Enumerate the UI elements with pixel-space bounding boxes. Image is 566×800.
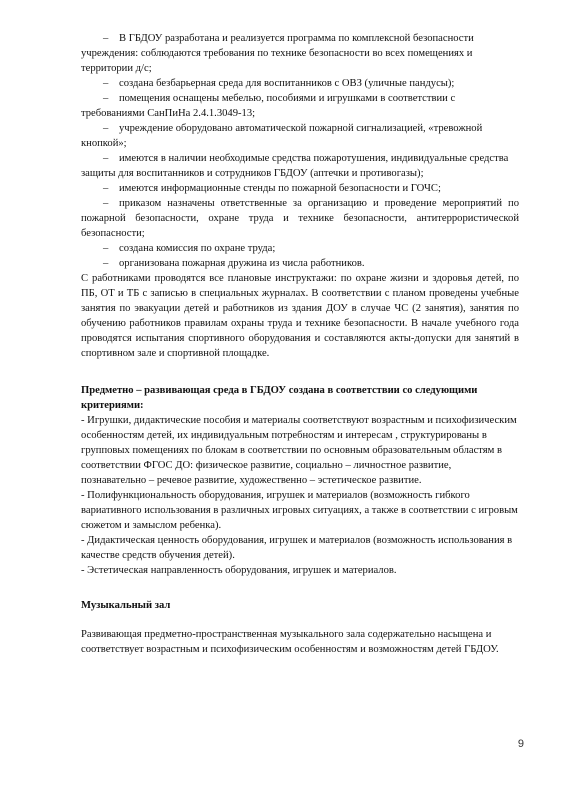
- page-number: 9: [517, 738, 524, 750]
- list-item: [81, 181, 519, 196]
- list-item: [81, 31, 519, 76]
- list-item-text: создана комиссия по охране труда;: [119, 243, 276, 254]
- list-item-text: организована пожарная дружина из числа работников.: [119, 258, 365, 269]
- list-item: [81, 196, 519, 241]
- dash-marker: –: [103, 33, 109, 44]
- list-item-text: имеются в наличии необходимые средства пожаротушения, индивидуальные средства защиты для воспитанников и сотрудников ГБДОУ (аптечки и противогазы);: [81, 153, 509, 179]
- list-item: [81, 151, 519, 181]
- dash-marker: –: [103, 243, 109, 254]
- music-hall-paragraph: Развивающая предметно-пространственная музыкального зала содержательно насыщена и соответствует возрастным и психофизическим особенностям и возможностям детей ГБДОУ.: [81, 629, 499, 655]
- list-item: [81, 121, 519, 151]
- dash-marker: –: [103, 258, 109, 269]
- list-item-text: имеются информационные стенды по пожарной безопасности и ГОЧС;: [119, 183, 441, 194]
- environment-criterion: - Эстетическая направленность оборудования, игрушек и материалов.: [81, 565, 397, 576]
- list-item: [81, 256, 519, 271]
- list-item-text: учреждение оборудовано автоматической пожарной сигнализацией, «тревожной кнопкой»;: [81, 123, 483, 149]
- list-item: [81, 76, 519, 91]
- page-content: [81, 31, 519, 657]
- workers-instruction-paragraph: С работниками проводятся все плановые инструктажи: по охране жизни и здоровья детей, по ПБ, ОТ и ТБ с записью в специальных журналах. В соответствии с планом проведены учебные занятия по эвакуации детей и работников из здания ДОУ в случае ЧС (2 занятия), занятия по обучению работников правилам охраны труда и технике безопасности. В начале учебного года проводятся испытания спортивного оборудования и составляются акты-допуски для занятий в спортивном зале и спортивной площадке.: [81, 273, 519, 359]
- list-item-text: В ГБДОУ разработана и реализуется программа по комплексной безопасности учреждения: соблюдаются требования по технике безопасности во всех помещениях и территории д/с;: [81, 33, 474, 74]
- list-item-text: создана безбарьерная среда для воспитанников с ОВЗ (уличные пандусы);: [119, 78, 455, 89]
- safety-measures-list: [81, 31, 519, 271]
- environment-criterion: - Дидактическая ценность оборудования, игрушек и материалов (возможность использования в качестве средств обучения детей).: [81, 535, 513, 561]
- environment-criterion: - Полифункциональность оборудования, игрушек и материалов (возможность гибкого вариативного использования в различных игровых ситуациях, а также в соответствии с игровым сюжетом и замыслом ребенка).: [81, 490, 518, 531]
- dash-marker: –: [103, 123, 109, 134]
- dash-marker: –: [103, 153, 109, 164]
- list-item-text: помещения оснащены мебелью, пособиями и игрушками в соответствии с требованиями СанПиНа 2.4.1.3049-13;: [81, 93, 456, 119]
- list-item-text: приказом назначены ответственные за организацию и проведение мероприятий по пожарной безопасности, охране труда и технике безопасности, антитеррористической безопасности;: [81, 198, 519, 239]
- list-item: [81, 241, 519, 256]
- environment-heading: Предметно – развивающая среда в ГБДОУ создана в соответствии со следующими критериями:: [81, 385, 478, 411]
- music-hall-heading: Музыкальный зал: [81, 600, 171, 611]
- environment-criterion: - Игрушки, дидактические пособия и материалы соответствуют возрастным и психофизическим особенностям детей, их индивидуальным потребностям и интересам , структурированы в групповых помещениях по блокам в соответствии по основным образовательным областям в соответствии ФГОС ДО: физическое развитие, социально – личностное развитие, познавательно – речевое развитие, художественно – эстетическое развитие.: [81, 415, 517, 486]
- dash-marker: –: [103, 198, 109, 209]
- dash-marker: –: [103, 78, 109, 89]
- dash-marker: –: [103, 183, 109, 194]
- list-item: [81, 91, 519, 121]
- dash-marker: –: [103, 93, 109, 104]
